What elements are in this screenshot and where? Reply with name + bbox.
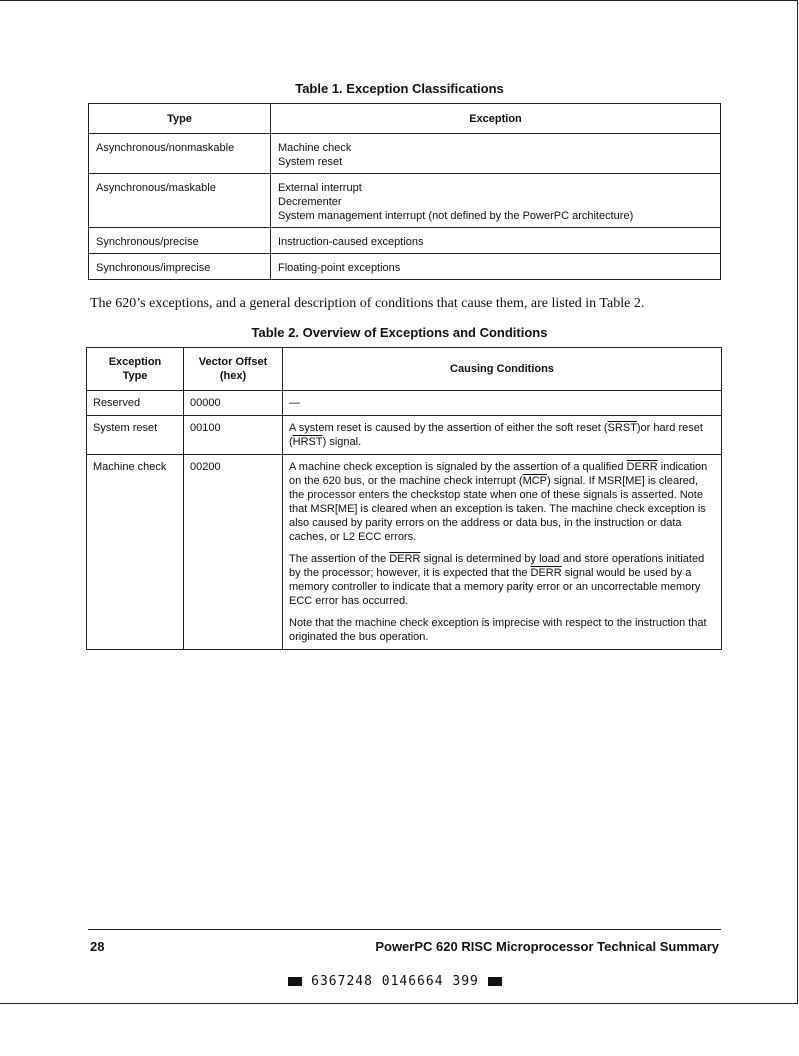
type-cell: Synchronous/precise xyxy=(89,228,271,254)
signal-name: DERR xyxy=(626,461,658,473)
exceptions-overview-table xyxy=(86,347,722,650)
causing-conditions-cell: — xyxy=(283,391,722,416)
vector-offset-cell: 00000 xyxy=(184,391,283,416)
condition-paragraph: Note that the machine check exception is imprecise with respect to the instruction that originated the bus operation. xyxy=(289,617,707,643)
page-border-top xyxy=(0,0,797,1)
signal-name: HRST xyxy=(292,436,323,448)
column-header-type: Type xyxy=(89,104,271,134)
vector-offset-cell: 00200 xyxy=(184,455,283,650)
table-row xyxy=(89,228,721,254)
table-row xyxy=(89,254,721,280)
column-header-exception-type: Exception Type xyxy=(87,348,184,391)
table-row xyxy=(89,174,721,228)
exception-type-cell: Machine check xyxy=(87,455,184,650)
page-number: 28 xyxy=(90,939,105,954)
type-cell: Synchronous/imprecise xyxy=(89,254,271,280)
table2-caption: Table 2. Overview of Exceptions and Conditions xyxy=(251,325,548,340)
document-title: PowerPC 620 RISC Microprocessor Technical Summary xyxy=(375,939,719,954)
signal-name: DERR xyxy=(389,553,421,565)
column-header-vector-offset: Vector Offset (hex) xyxy=(184,348,283,391)
barcode-text: 6367248 0146664 399 xyxy=(311,974,479,989)
barcode-block-mark xyxy=(488,977,502,986)
table-row xyxy=(87,416,722,455)
causing-conditions-cell xyxy=(283,455,722,650)
barcode-block-mark xyxy=(288,977,302,986)
vector-offset-cell: 00100 xyxy=(184,416,283,455)
table-row xyxy=(87,455,722,650)
page-border-bottom xyxy=(0,1003,798,1004)
intro-paragraph: The 620’s exceptions, and a general description of conditions that cause them, are listed in Table 2. xyxy=(90,296,645,311)
signal-name: DERR xyxy=(530,567,562,579)
exception-classifications-table xyxy=(88,103,721,280)
table1-caption: Table 1. Exception Classifications xyxy=(295,81,504,96)
exception-cell: Instruction-caused exceptions xyxy=(271,228,721,254)
signal-name: $\overline{MCP}$ xyxy=(522,475,548,487)
page-border-right xyxy=(797,0,798,1003)
exception-cell: Floating-point exceptions xyxy=(271,254,721,280)
condition-paragraph: The assertion of the DERR signal is determined by load and store operations initiated by the processor; however, it is expected that the DERR signal would be used by a memory controller to indicate that a memory parity error or an uncorrectable memory ECC error has occurred. xyxy=(289,553,705,607)
exception-cell: Machine check System reset xyxy=(271,134,721,174)
exception-type-cell: System reset xyxy=(87,416,184,455)
column-header-exception: Exception xyxy=(271,104,721,134)
table-row xyxy=(87,391,722,416)
table-header-row xyxy=(87,348,722,391)
column-header-causing-conditions: Causing Conditions xyxy=(283,348,722,391)
type-cell: Asynchronous/maskable xyxy=(89,174,271,228)
barcode-line xyxy=(260,974,530,989)
footer-rule xyxy=(88,929,721,930)
exception-cell: External interrupt Decrementer System management interrupt (not defined by the PowerPC architecture) xyxy=(271,174,721,228)
table-row xyxy=(89,134,721,174)
exception-type-cell: Reserved xyxy=(87,391,184,416)
signal-name: SRST xyxy=(607,422,637,434)
causing-conditions-cell: A system reset is caused by the assertion of either the soft reset (SRST)or hard reset (HRST) signal. xyxy=(283,416,722,455)
condition-paragraph: A machine check exception is signaled by the assertion of a qualified DERR indication on the 620 bus, or the machine check interrupt $(\overline{MCP})$ signal. If MSR[ME] is cleared, the processor enters the checkstop state when one of these signals is asserted. Note that MSR[ME] is cleared when an exception is taken. The machine check exception is also caused by parity errors on the address or data bus, in the instruction or data caches, or L2 ECC errors. xyxy=(289,461,708,543)
table-header-row xyxy=(89,104,721,134)
type-cell: Asynchronous/nonmaskable xyxy=(89,134,271,174)
